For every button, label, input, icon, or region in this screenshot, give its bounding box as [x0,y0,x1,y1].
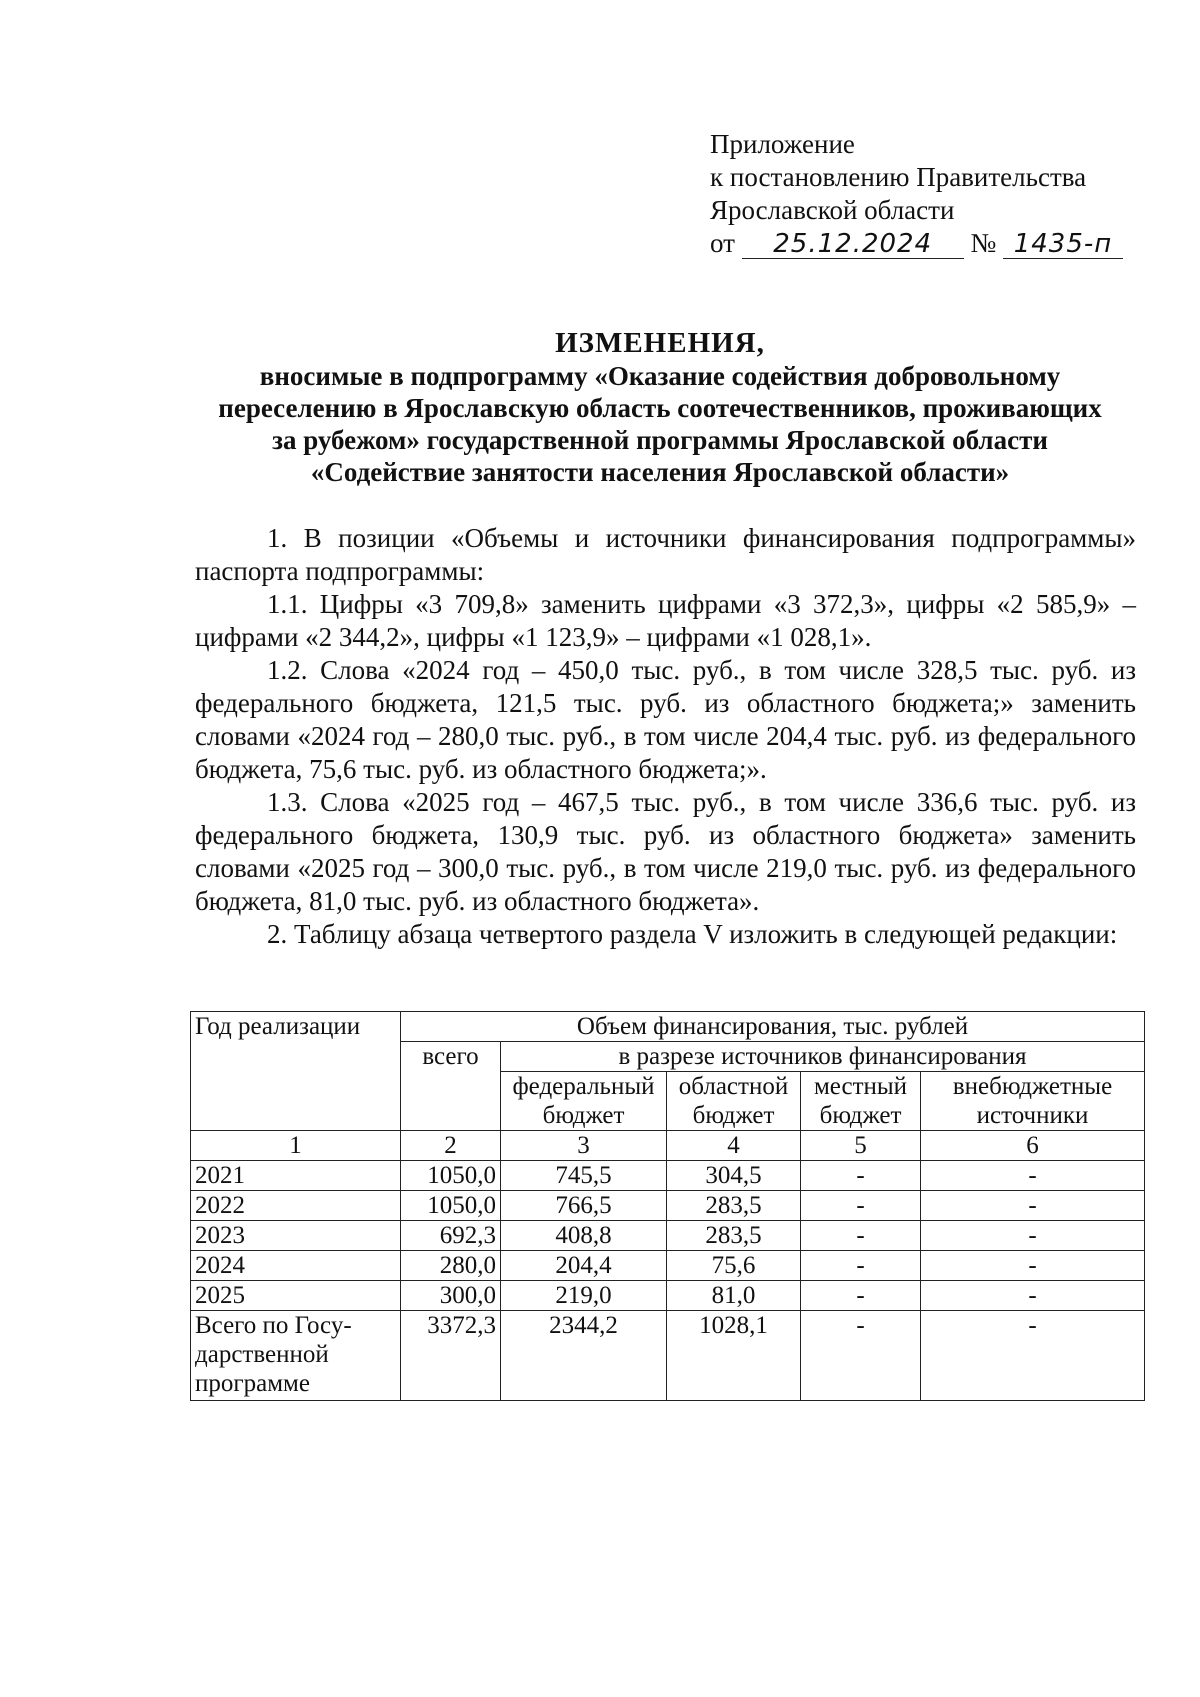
handwritten-date: 25.12.2024 [742,230,964,259]
table-row [191,1281,1145,1311]
cell-regional: 283,5 [667,1191,801,1221]
cell-total: 1050,0 [401,1161,501,1191]
cell-extrabudget: - [921,1161,1145,1191]
cell-extrabudget: - [921,1221,1145,1251]
cell-local: - [801,1191,921,1221]
number-label: № [970,228,997,258]
cell-total: 3372,3 [401,1311,501,1401]
column-number: 5 [801,1131,921,1161]
cell-total: 1050,0 [401,1191,501,1221]
column-number: 3 [501,1131,667,1161]
cell-local: - [801,1161,921,1191]
table-row [191,1161,1145,1191]
cell-regional: 304,5 [667,1161,801,1191]
cell-federal: 745,5 [501,1161,667,1191]
cell-federal: 2344,2 [501,1311,667,1401]
cell-federal: 219,0 [501,1281,667,1311]
table-row-total [191,1311,1145,1401]
paragraph-1-1: 1.1. Цифры «3 709,8» заменить цифрами «3 372,3», цифры «2 585,9» – цифрами «2 344,2», цифры «1 123,9» – цифрами «1 028,1». [195,589,1136,652]
cell-year: 2025 [191,1281,401,1311]
header-year: Год реализации [191,1012,401,1131]
handwritten-number: 1435-п [1003,230,1123,259]
header-total: всего [401,1042,501,1131]
title-line-4: «Содействие занятости населения Ярославской области» [310,457,1010,487]
cell-extrabudget: - [921,1251,1145,1281]
column-number: 2 [401,1131,501,1161]
cell-extrabudget: - [921,1311,1145,1401]
cell-year: 2023 [191,1221,401,1251]
cell-year: 2022 [191,1191,401,1221]
cell-regional: 1028,1 [667,1311,801,1401]
cell-total: 692,3 [401,1221,501,1251]
cell-regional: 81,0 [667,1281,801,1311]
header-sources: в разрезе источников финансирования [501,1042,1145,1072]
cell-year: 2024 [191,1251,401,1281]
column-number-row [191,1131,1145,1161]
approval-stamp [710,128,1123,260]
table-row [191,1191,1145,1221]
cell-federal: 204,4 [501,1251,667,1281]
cell-local: - [801,1221,921,1251]
paragraph-2: 2. Таблицу абзаца четвертого раздела V изложить в следующей редакции: [267,919,1118,949]
approval-line-1: Приложение [710,129,855,159]
financing-table [190,1011,1145,1401]
paragraph-1-3: 1.3. Слова «2025 год – 467,5 тыс. руб., в том числе 336,6 тыс. руб. из федерального бюджета, 130,9 тыс. руб. из областного бюджета» заменить словами «2025 год – 300,0 тыс. руб., в том числе 219,0 тыс. руб. из федерального бюджета, 81,0 тыс. руб. из областного бюджета». [195,787,1136,916]
cell-year: 2021 [191,1161,401,1191]
cell-total: 300,0 [401,1281,501,1311]
paragraph-1: 1. В позиции «Объемы и источники финансирования подпрограммы» паспорта подпрограммы: [195,523,1136,586]
cell-local: - [801,1251,921,1281]
table-row [191,1251,1145,1281]
header-volume: Объем финансирования, тыс. рублей [401,1012,1145,1042]
cell-regional: 283,5 [667,1221,801,1251]
title-line-3: за рубежом» государственной программы Ярославской области [272,425,1048,455]
column-number: 4 [667,1131,801,1161]
cell-local: - [801,1281,921,1311]
table-row [191,1221,1145,1251]
cell-total: 280,0 [401,1251,501,1281]
cell-regional: 75,6 [667,1251,801,1281]
header-local: местный бюджет [801,1072,921,1131]
paragraph-1-2: 1.2. Слова «2024 год – 450,0 тыс. руб., в том числе 328,5 тыс. руб. из федерального бюджета, 121,5 тыс. руб. из областного бюджета;» заменить словами «2024 год – 280,0 тыс. руб., в том числе 204,4 тыс. руб. из федерального бюджета, 75,6 тыс. руб. из областного бюджета;». [195,655,1136,784]
header-extrabudget: внебюджетные источники [921,1072,1145,1131]
cell-federal: 766,5 [501,1191,667,1221]
header-federal: федеральный бюджет [501,1072,667,1131]
column-number: 1 [191,1131,401,1161]
title-line-2: переселению в Ярославскую область соотечественников, проживающих [218,393,1102,423]
cell-federal: 408,8 [501,1221,667,1251]
approval-line-3: Ярославской области [710,195,955,225]
from-label: от [710,228,735,258]
title-line-1: вносимые в подпрограмму «Оказание содействия добровольному [259,361,1061,391]
document-title [180,326,1140,488]
header-regional: областной бюджет [667,1072,801,1131]
approval-date-line [710,227,1123,260]
cell-extrabudget: - [921,1281,1145,1311]
approval-line-2: к постановлению Правительства [710,162,1087,192]
title-main: ИЗМЕНЕНИЯ, [555,327,765,359]
column-number: 6 [921,1131,1145,1161]
cell-local: - [801,1311,921,1401]
cell-extrabudget: - [921,1191,1145,1221]
document-body [195,522,1136,951]
cell-total-label: Всего по Госу-дарственной программе [191,1311,401,1401]
